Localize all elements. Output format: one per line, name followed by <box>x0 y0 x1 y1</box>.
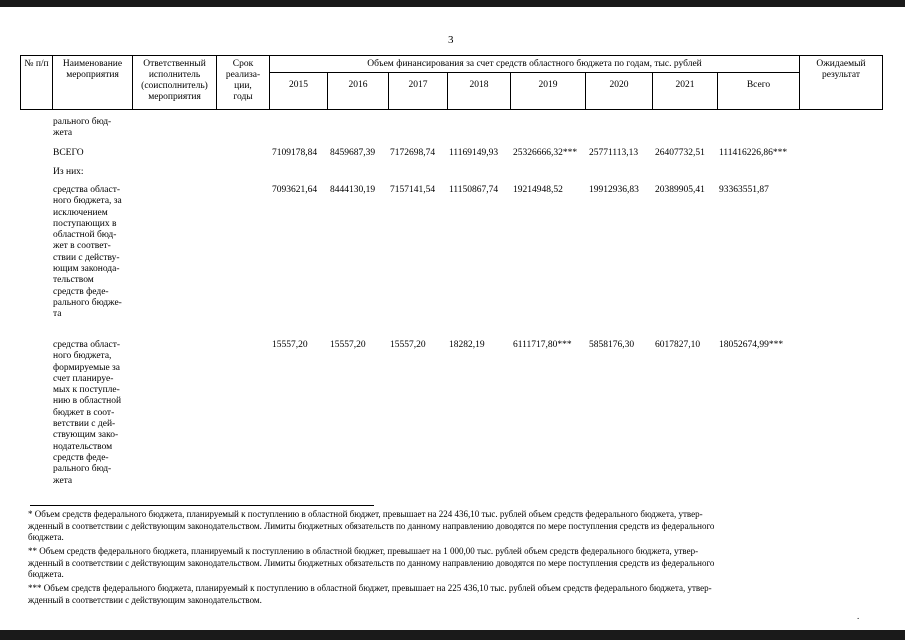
col-line-8 <box>510 72 511 110</box>
carryover-text: рального бюд- жета <box>53 117 112 139</box>
footnote-2: ** Объем средств федерального бюджета, планируемый к поступлению в областной бюджет, превышает на 1 000,00 тыс. рублей объем средств федерального бюджета, утвер- жденный в соответствии с действующим законодательством. Лимиты бюджетных обязательств по данному направлению доводятся по мере поступления средств из федерального бюджета. <box>28 546 715 580</box>
header-year-2016: 2016 <box>348 80 368 90</box>
header-term: Срок реализа- ции, годы <box>225 59 261 102</box>
scan-top-border <box>0 0 905 7</box>
footnote-3: *** Объем средств федерального бюджета, планируемый к поступлению в областной бюджет, превышает на 225 436,10 тыс. рублей объем средств федерального бюджета, утвер- жденный в соответствии с действующим законодательством. <box>28 583 712 605</box>
header-bottom-line <box>20 109 883 110</box>
federal-all: 18052674,99*** <box>719 340 784 350</box>
col-line-9 <box>585 72 586 110</box>
header-activity-name: Наименование мероприятия <box>62 59 123 80</box>
total-2019: 25326666,32*** <box>513 148 578 158</box>
page-number: 3 <box>448 34 454 46</box>
header-year-2015: 2015 <box>289 80 308 90</box>
years-divider-line <box>269 72 799 73</box>
header-number: № п/п <box>24 59 49 69</box>
regional-all: 93363551,87 <box>719 185 769 195</box>
federal-2017: 15557,20 <box>390 340 426 350</box>
federal-2016: 15557,20 <box>330 340 366 350</box>
total-2017: 7172698,74 <box>390 148 436 158</box>
regional-2017: 7157141,54 <box>390 185 436 195</box>
header-executor: Ответственный исполнитель (соисполнитель) мероприятия <box>141 59 208 102</box>
col-line-10 <box>652 72 653 110</box>
regional-2015: 7093621,64 <box>272 185 318 195</box>
footnote-1: * Объем средств федерального бюджета, планируемый к поступлению в областной бюджет, превышает на 224 436,10 тыс. рублей объем средств федерального бюджета, утвер- жденный в соответствии с действующим законодательством. Лимиты бюджетных обязательств по данному направлению доводятся по мере поступления средств из федерального бюджета. <box>28 509 715 543</box>
col-line-6 <box>388 72 389 110</box>
federal-2021: 6017827,10 <box>655 340 701 350</box>
col-line-5 <box>327 72 328 110</box>
header-year-2019: 2019 <box>538 80 558 90</box>
header-year-2021: 2021 <box>675 80 695 90</box>
header-top-line <box>20 55 883 56</box>
row-federal-label: средства област- ного бюджета, формируемые за счет планируе- мых к поступле- нию в областной бюджет в соот- ветствии с дей- ствующим зако- нодательством средств феде- рального бюд- жета <box>53 340 122 486</box>
header-year-2018: 2018 <box>469 80 489 90</box>
federal-2019: 6111717,80*** <box>513 340 572 350</box>
col-line-11 <box>717 72 718 110</box>
header-year-2017: 2017 <box>408 80 428 90</box>
regional-2018: 11150867,74 <box>449 185 499 195</box>
total-2018: 11169149,93 <box>449 148 499 158</box>
header-year-2020: 2020 <box>609 80 629 90</box>
regional-2021: 20389905,41 <box>655 185 705 195</box>
total-2021: 26407732,51 <box>655 148 705 158</box>
scan-bottom-border <box>0 630 905 640</box>
footnote-separator <box>30 505 374 506</box>
regional-2020: 19912936,83 <box>589 185 639 195</box>
col-line-13 <box>882 55 883 110</box>
row-total-label: ВСЕГО <box>53 148 84 158</box>
federal-2018: 18282,19 <box>449 340 485 350</box>
row-regional-label: средства област- ного бюджета, за исключением поступающих в областной бюд- жет в соответ- ствии с действу- ющим законода- тельством средств феде- рального бюдже- та <box>53 185 122 320</box>
header-total: Всего <box>746 80 771 90</box>
total-all: 111416226,86*** <box>719 148 788 158</box>
regional-2016: 8444130,19 <box>330 185 376 195</box>
table-header <box>20 55 883 110</box>
total-2016: 8459687,39 <box>330 148 376 158</box>
regional-2019: 19214948,52 <box>513 185 563 195</box>
col-line-7 <box>447 72 448 110</box>
total-2020: 25771113,13 <box>589 148 639 158</box>
federal-2020: 5858176,30 <box>589 340 635 350</box>
of-which-label: Из них: <box>53 167 84 177</box>
federal-2015: 15557,20 <box>272 340 308 350</box>
header-expected-result: Ожидаемый результат <box>816 59 866 80</box>
scan-speck: . <box>857 611 860 621</box>
total-2015: 7109178,84 <box>272 148 318 158</box>
header-financing: Объем финансирования за счет средств областного бюджета по годам, тыс. рублей <box>367 59 702 69</box>
